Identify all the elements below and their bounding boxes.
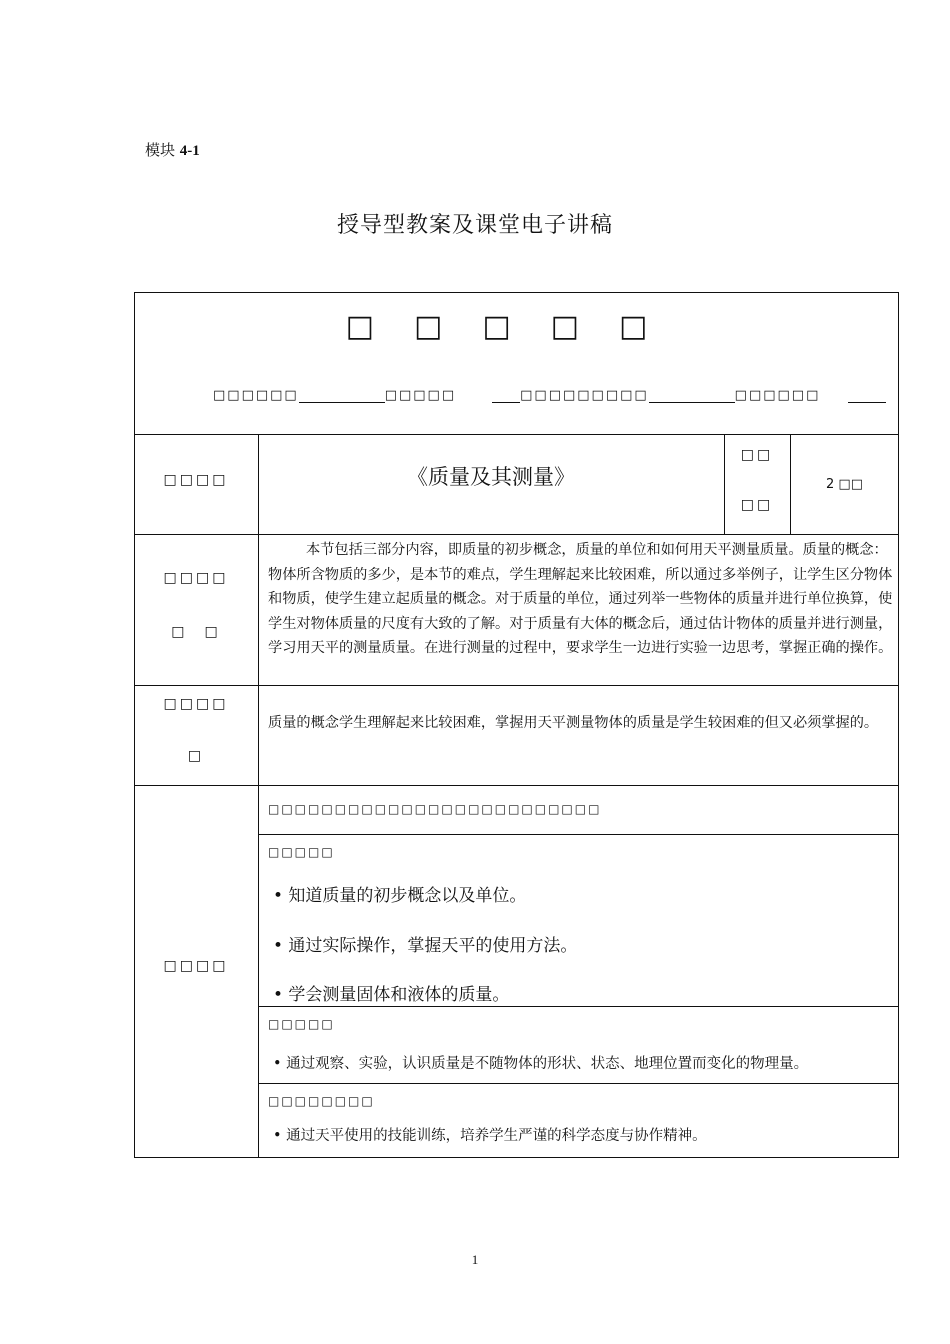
topic-label: □□□□: [163, 472, 229, 488]
hours-label-top: □□: [740, 447, 774, 463]
objectives-heading-cell: [259, 786, 898, 835]
analysis-text: 本节包括三部分内容，即质量的初步概念，质量的单位和如何用天平测量质量。质量的概念：物体所含物质的多少，是本节的难点，学生理解起来比较困难，所以通过多举例子，让学生区分物体和物质，使学生建立起质量的概念。对于质量的单位，通过列举一些物体的质量并进行单位换算，使学生对物体质量的尺度有大致的了解。对于质量有大体的概念后，通过估计物体的质量并进行测量，学习用天平的测量质量。在进行测量的过程中，要求学生一边进行实验一边思考，掌握正确的操作。: [268, 542, 893, 657]
process-goals-heading: □□□□□: [268, 1017, 335, 1031]
page-number: 1: [471, 1252, 479, 1267]
meta-field-3-label: □□□□□□□□□: [520, 388, 649, 403]
difficulty-label-1: □□□□: [163, 696, 229, 712]
meta-field-2-label: □□□□□: [384, 388, 457, 403]
meta-field-3-blank: [649, 387, 735, 403]
objectives-label: □□□□: [163, 958, 229, 974]
knowledge-goals-heading: □□□□□: [268, 845, 335, 859]
meta-field-1-label: □□□□□□: [213, 388, 299, 403]
lesson-plan-table: [134, 292, 899, 1158]
meta-field-2-blank: [492, 387, 520, 403]
attitude-goals-heading: □□□□□□□□: [268, 1094, 375, 1108]
process-goal-item: • 通过观察、实验，认识质量是不随物体的形状、状态、地理位置而变化的物理量。: [273, 1056, 809, 1072]
attitude-goal-item: • 通过天平使用的技能训练，培养学生严谨的科学态度与协作精神。: [273, 1128, 707, 1144]
knowledge-goal-item: • 知道质量的初步概念以及单位。: [273, 886, 527, 906]
knowledge-goals-cell: [259, 835, 898, 1007]
analysis-label-2: □ □: [171, 624, 221, 640]
meta-field-4-blank: [848, 387, 886, 403]
topic-row: [135, 435, 898, 535]
meta-line: [213, 387, 886, 403]
analysis-label-1: □□□□: [163, 570, 229, 586]
hours-label-bottom: □□: [740, 497, 774, 513]
lesson-title: 《质量及其测量》: [407, 465, 575, 489]
difficulty-row: [135, 686, 898, 786]
table-heading-placeholder: □□□□□: [345, 309, 688, 344]
table-header-row: [135, 293, 898, 435]
meta-field-4-label: □□□□□□: [734, 388, 821, 403]
document-title: 授导型教案及课堂电子讲稿: [336, 213, 613, 238]
content-analysis-row: [135, 535, 898, 686]
hours-value: 2 □□: [826, 477, 863, 492]
knowledge-goal-item: • 学会测量固体和液体的质量。: [273, 985, 510, 1005]
difficulty-text: 质量的概念学生理解起来比较困难，掌握用天平测量物体的质量是学生较困难的但又必须掌握的。: [268, 715, 879, 731]
difficulty-label-2: □: [187, 748, 205, 764]
process-goals-cell: [259, 1007, 898, 1084]
module-number: 4-1: [179, 143, 200, 159]
objectives-heading: □□□□□□□□□□□□□□□□□□□□□□□□□: [268, 802, 602, 816]
module-prefix: 模块: [145, 141, 176, 159]
meta-field-1-blank: [299, 387, 385, 403]
knowledge-goal-item: • 通过实际操作，掌握天平的使用方法。: [273, 936, 578, 956]
attitude-goals-cell: [259, 1084, 898, 1157]
module-label: [145, 139, 200, 160]
objectives-row: [135, 786, 898, 1157]
